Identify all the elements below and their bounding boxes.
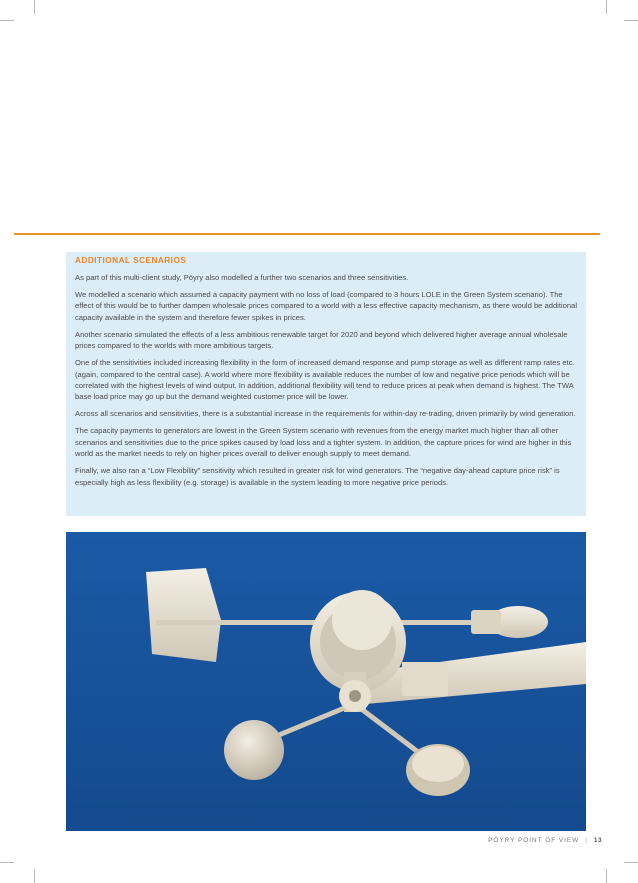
paragraph: Across all scenarios and sensitivities, there is a substantial increase in the requirements for within-day re-trading, driven primarily by wind generation. [75, 409, 576, 419]
page-number: 13 [593, 836, 602, 844]
paragraph: Finally, we also ran a “Low Flexibility” sensitivity which resulted in greater risk for wind generators. The “negative day-ahead capture price risk” is especially high as less flexibility (e.g. storage) is available in the system leading to more negative price periods. [75, 466, 560, 487]
crop-mark-top-right-v [606, 0, 607, 14]
footer-separator: | [585, 836, 588, 844]
paragraph: As part of this multi-client study, Pöyry also modelled a further two scenarios and three sensitivities. [75, 273, 409, 282]
crop-mark-top-right-h [624, 20, 638, 21]
crop-mark-top-left-h [0, 20, 14, 21]
crop-mark-bottom-right-h [624, 862, 638, 863]
paragraph: One of the sensitivities included increasing flexibility in the form of increased demand response and pump storage as well as different ramp rates etc. (again, compared to the central case). A world where more flexibility is available reduces the number of low and negative price periods which will be correlated with the highest levels of wind output. In addition, additional flexibility will tend to reduce prices at peak when demand is highest. The TWA base load price may go up but the demand weighted customer price will be lower. [75, 358, 575, 402]
paragraph: The capacity payments to generators are lowest in the Green System scenario with revenues from the energy market much higher than all other scenarios and sensitivities due to the price spikes caused by load loss and a tighter system. In addition, the capture prices for wind are higher in this world as the market needs to rely on higher prices overall to deliver enough supply to meet demand. [75, 426, 572, 459]
additional-scenarios-box [66, 252, 586, 516]
crop-mark-bottom-right-v [606, 869, 607, 883]
section-heading: ADDITIONAL SCENARIOS [75, 256, 187, 265]
section-divider [14, 233, 600, 235]
paragraph: Another scenario simulated the effects of a less ambitious renewable target for 2020 and beyond which delivered higher average annual wholesale prices compared to the worlds with more ambitious targets. [75, 329, 568, 351]
crop-mark-bottom-left-v [34, 869, 35, 883]
anemometer-photo [66, 532, 586, 831]
paragraph: We modelled a scenario which assumed a capacity payment with no loss of load (compared to 3 hours LOLE in the Green System scenario). The effect of this would be to further dampen wholesale prices compared to a world with a less effective capacity mechanism, as there would be additional capacity available in the system and therefore fewer spikes in prices. [75, 290, 578, 322]
crop-mark-top-left-v [34, 0, 35, 14]
footer-label: PÖYRY POINT OF VIEW [488, 836, 580, 844]
anemometer-illustration [66, 532, 586, 831]
crop-mark-bottom-left-h [0, 862, 14, 863]
page-footer [488, 834, 602, 846]
